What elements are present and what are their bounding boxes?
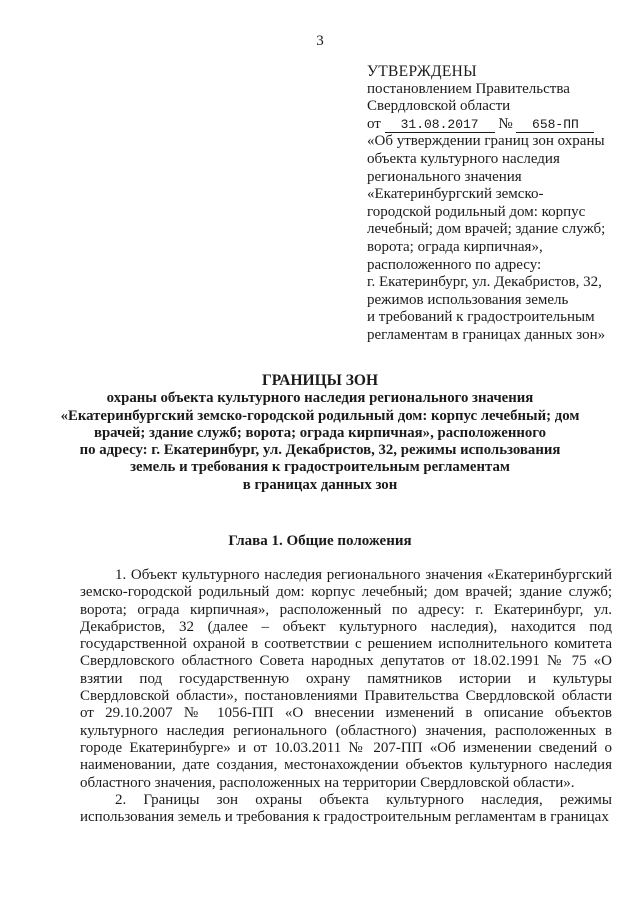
- approval-subject-line: «Екатеринбургский земско-: [367, 186, 544, 203]
- document-heading: [60, 372, 580, 494]
- approval-subject-line: режимов использования земель: [367, 291, 569, 308]
- heading-line: «Екатеринбургский земско-городской родильный дом: корпус лечебный; дом: [60, 407, 580, 424]
- approval-date: 31.08.2017: [385, 118, 495, 133]
- approval-subject-line: регионального значения: [367, 168, 522, 185]
- heading-line: охраны объекта культурного наследия регионального значения: [106, 390, 534, 407]
- heading-line: врачей; здание служб; ворота; ограда кирпичная», расположенного: [93, 424, 547, 441]
- date-prefix: от: [367, 115, 381, 132]
- approval-stamp: [367, 63, 627, 345]
- approval-subject-line: и требований к градостроительным: [367, 309, 595, 326]
- heading-line: по адресу: г. Екатеринбург, ул. Декабристов, 32, режимы использования: [79, 442, 561, 459]
- approval-title: УТВЕРЖДЕНЫ: [367, 63, 477, 80]
- heading-line: в границах данных зон: [242, 476, 398, 493]
- heading-line: земель и требования к градостроительным регламентам: [130, 459, 510, 476]
- approval-subject-line: ворота; ограда кирпичная»,: [367, 238, 543, 255]
- approval-subject-line: расположенного по адресу:: [367, 256, 542, 273]
- approval-subject-line: городской родильный дом: корпус: [367, 203, 586, 220]
- paragraph: 2. Границы зон охраны объекта культурного наследия, режимы использования земель и требования к градостроительным регламентам в границах: [80, 791, 612, 826]
- chapter-title: Глава 1. Общие положения: [228, 533, 412, 549]
- approval-issuer-line: Свердловской области: [367, 98, 511, 115]
- approval-subject-line: г. Екатеринбург, ул. Декабристов, 32,: [367, 274, 602, 291]
- heading-title: ГРАНИЦЫ ЗОН: [261, 372, 379, 389]
- paragraph: 1. Объект культурного наследия регионального значения «Екатеринбургский земско-городской родильный дом: корпус лечебный; дом врачей; здание служб; ворота; ограда кирпичная», расположенный по адресу: г. Екатеринбург, ул. Декабристов, 32 (далее – объект культурного наследия), находится под государственной охраной в соответствии с решением исполнительного комитета Свердловского областного Совета народных депутатов от 18.02.1991 № 75 «О взятии под государственную охрану памятников истории и культуры Свердловской области», постановлениями Правительства Свердловской области от 29.10.2007 № 1056-ПП «О внесении изменений в описание объектов культурного наследия регионального (областного) значения, расположенных в городе Екатеринбурге» и от 10.03.2011 № 207-ПП «Об изменении сведений о наименовании, дате создания, местонахождении объектов культурного наследия областного значения, расположенных на территории Свердловской области».: [80, 567, 612, 791]
- approval-subject-line: объекта культурного наследия: [367, 150, 560, 167]
- approval-issuer-line: постановлением Правительства: [367, 80, 570, 97]
- body-text: [80, 567, 612, 826]
- page-number: 3: [316, 33, 324, 49]
- approval-subject-line: «Об утверждении границ зон охраны: [367, 133, 605, 150]
- approval-date-line: [367, 116, 627, 134]
- number-prefix: №: [498, 115, 513, 132]
- approval-subject-line: лечебный; дом врачей; здание служб;: [367, 221, 606, 238]
- approval-number: 658-ПП: [516, 118, 594, 133]
- approval-subject-line: регламентам в границах данных зон»: [367, 326, 606, 343]
